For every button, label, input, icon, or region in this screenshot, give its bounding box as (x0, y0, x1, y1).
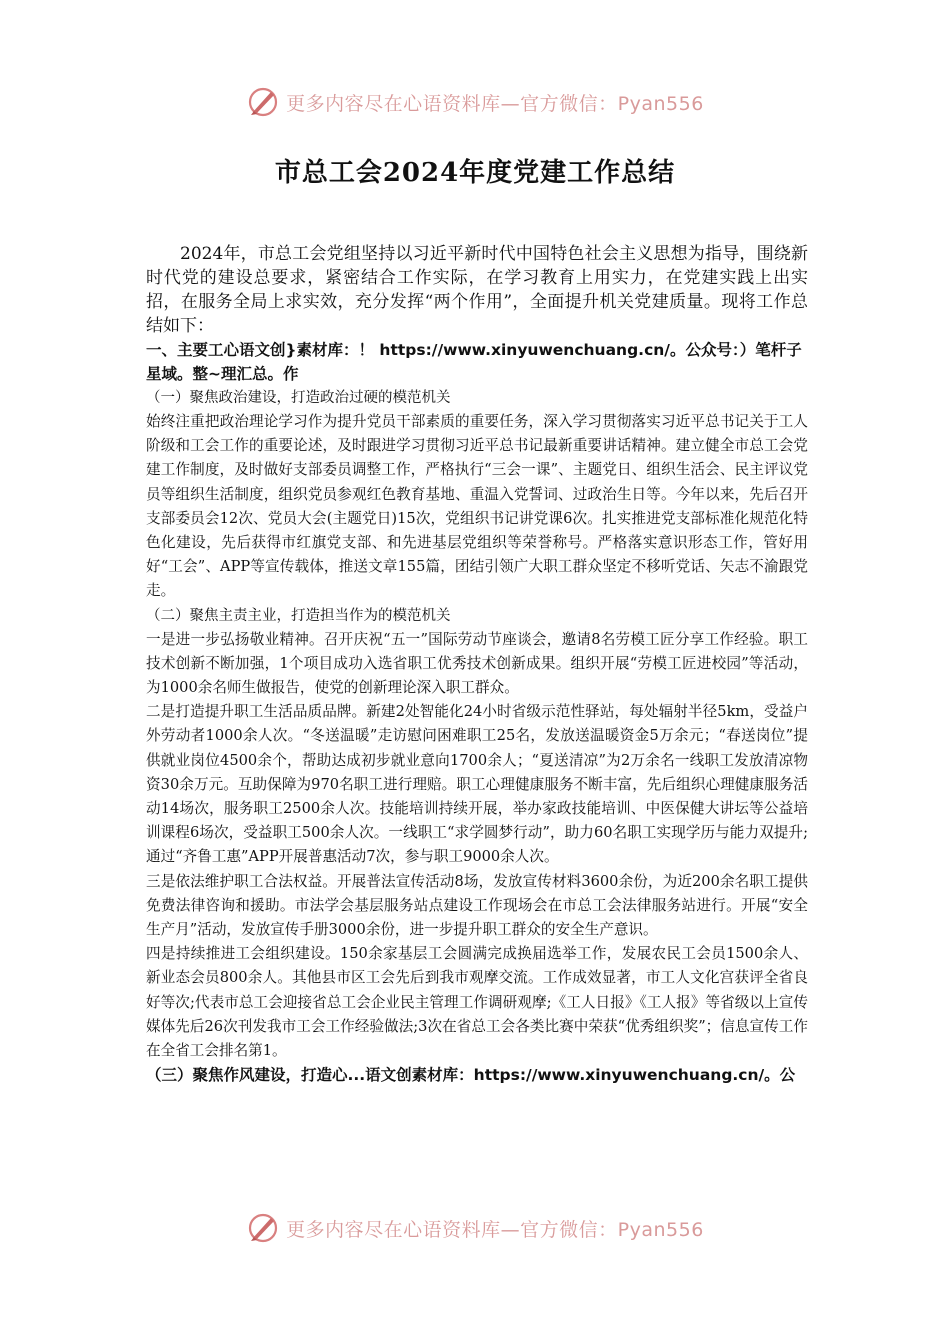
subsection-heading-1: （一）聚焦政治建设，打造政治过硬的模范机关 (146, 390, 451, 406)
intro-paragraph: 2024年，市总工会党组坚持以习近平新时代中国特色社会主义思想为指导，围绕新时代党的建设总要求，紧密结合工作实际，在学习教育上用实力，在党建实践上出实招，在服务全局上求实效，充分发挥“两个作用”，全面提升机关党建质量。现将工作总结如下： (146, 244, 808, 336)
paragraph-political-building: 始终注重把政治理论学习作为提升党员干部素质的重要任务，深入学习贯彻落实习近平总书记关于工人阶级和工会工作的重要论述，及时跟进学习贯彻习近平总书记最新重要讲话精神。建立健全市总工会党建工作制度，及时做好支部委员调整工作，严格执行“三会一课”、主题党日、组织生活会、民主评议党员等组织生活制度，组织党员参观红色教育基地、重温入党誓词、过政治生日等。今年以来，先后召开支部委员会12次、党员大会(主题党日)15次，党组织书记讲党课6次。扎实推进党支部标准化规范化特色化建设，先后获得市红旗党支部、和先进基层党组织等荣誉称号。严格落实意识形态工作，管好用好“工会”、APP等宣传载体，推送文章155篇，团结引领广大职工群众坚定不移听党话、矢志不渝跟党走。 (146, 413, 808, 600)
document-body (146, 242, 808, 1087)
section-heading-1: 一、主要工心语文创}素材库：！ https://www.xinyuwenchuang.cn/。公众号：）笔杆子星域。整~理汇总。作 (146, 341, 802, 383)
paragraph-dedication: 一是进一步弘扬敬业精神。召开庆祝“五一”国际劳动节座谈会，邀请8名劳模工匠分享工作经验。职工技术创新不断加强，1个项目成功入选省职工优秀技术创新成果。组织开展“劳模工匠进校园”等活动，为1000余名师生做报告，使党的创新理论深入职工群众。 (146, 630, 808, 697)
pen-logo-icon (246, 85, 280, 119)
watermark-banner-bottom (0, 1208, 950, 1248)
document-title: 市总工会2024年度党建工作总结 (274, 158, 676, 188)
paragraph-worker-rights: 三是依法维护职工合法权益。开展普法宣传活动8场，发放宣传材料3600余份，为近200余名职工提供免费法律咨询和援助。市法学会基层服务站点建设工作现场会在市总工会法律服务站进行。开展“安全生产月”活动，发放宣传手册3000余份，进一步提升职工群众的安全生产意识。 (146, 872, 808, 939)
watermark-text: 更多内容尽在心语资料库—官方微信：Pyan556 (286, 92, 704, 115)
paragraph-worker-life: 二是打造提升职工生活品质品牌。新建2处智能化24小时省级示范性驿站，每处辐射半径5km，受益户外劳动者1000余人次。“冬送温暖”走访慰问困难职工25名，发放送温暖资金5万余元；“春送岗位”提供就业岗位4500余个，帮助达成初步就业意向1700余人；“夏送清凉”为2万余名一线职工发放清凉物资30余万元。互助保障为970名职工进行理赔。职工心理健康服务不断丰富，先后组织心理健康服务活动14场次，服务职工2500余人次。技能培训持续开展，举办家政技能培训、中医保健大讲坛等公益培训课程6场次，受益职工500余人次。一线职工“求学圆梦行动”，助力60名职工实现学历与能力双提升;通过“齐鲁工惠”APP开展普惠活动7次，参与职工9000余人次。 (146, 703, 808, 866)
subsection-heading-2: （二）聚焦主责主业，打造担当作为的模范机关 (146, 607, 451, 624)
pen-logo-icon (246, 1211, 280, 1245)
watermark-text: 更多内容尽在心语资料库—官方微信：Pyan556 (286, 1218, 704, 1241)
watermark-banner-top (0, 82, 950, 122)
subsection-heading-3: （三）聚焦作风建设，打造心...语文创素材库：https://www.xinyuwenchuang.cn/。公 (146, 1066, 796, 1085)
paragraph-union-organization: 四是持续推进工会组织建设。150余家基层工会圆满完成换届选举工作，发展农民工会员1500余人、新业态会员800余人。其他县市区工会先后到我市观摩交流。工作成效显著，市工人文化宫获评全省良好等次;代表市总工会迎接省总工会企业民主管理工作调研观摩;《工人日报》《工人报》等省级以上宣传媒体先后26次刊发我市工会工作经验做法;3次在省总工会各类比赛中荣获“优秀组织奖”；信息宣传工作在全省工会排名第1。 (146, 945, 808, 1060)
